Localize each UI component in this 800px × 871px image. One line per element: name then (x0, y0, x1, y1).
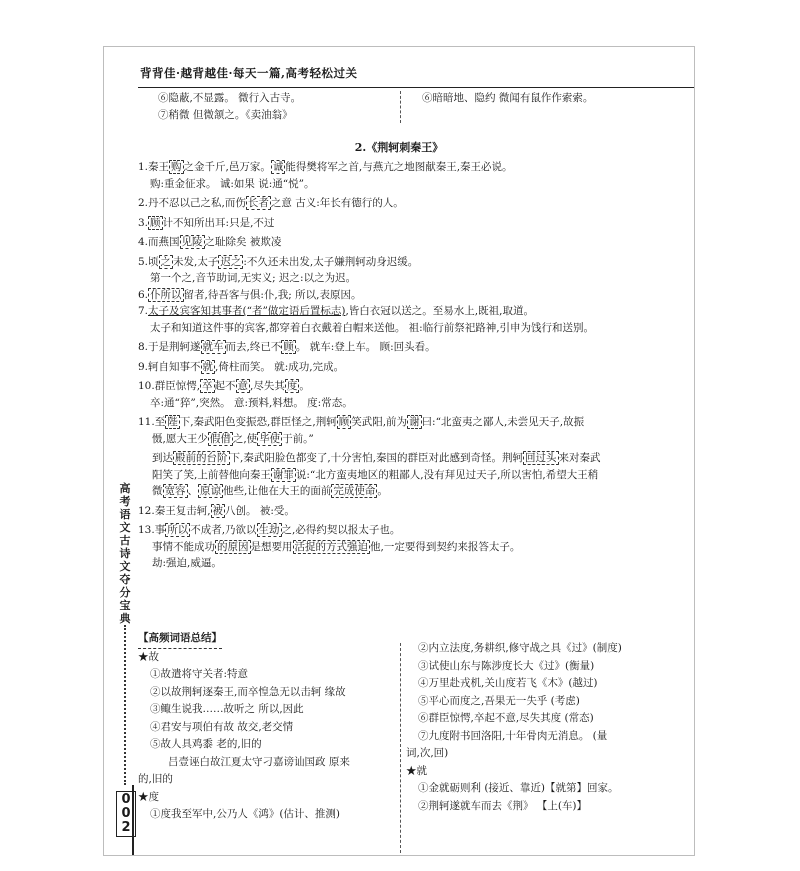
item-1-note: 购:重金征求。 诚:如果 说:通“悦”。 (150, 177, 315, 190)
item-2: 2.丹不忍以己之私,而伤 长者 之意 古义:年长有德行的人。 (138, 197, 404, 209)
summary-line: ②以故荆轲逐秦王,而卒惶急无以击轲 缘故 (150, 685, 346, 698)
page-number-rule (132, 785, 134, 855)
side-title-text: 高考语文古诗文夺分宝典 (119, 482, 131, 625)
item-7: 7.太子及宾客知其事者(“者”做定语后置标志),皆白衣冠以送之。至易水上,既祖,取道。 (138, 305, 534, 317)
item-3: 3. 顾 计不知所出耳:只是,不过 (138, 216, 275, 229)
section-title: 2.《荆轲刺秦王》 (354, 141, 444, 154)
item-11-cont: 慑,愿大王少 假借 之,使 毕使 于前。” (152, 432, 314, 445)
summary-line: ①度我至军中,公乃人《鸿》(估计、推测) (150, 808, 341, 820)
summary-right-column (406, 640, 676, 815)
page-number: 002 (116, 791, 136, 837)
item-5: 5.顷 之 未发,太子 迟之 :不久还未出发,太子嫌荆轲动身迟缓。 (138, 255, 419, 268)
item-13-translation: 事情不能成功 的原因 是想要用 活捉的方式强迫 他,一定要得到契约来报答太子。 (152, 540, 521, 553)
summary-line: ⑥群臣惊愕,卒起不意,尽失其度 (常态) (418, 712, 594, 724)
item-9: 9.轲自知事不 就 ,倚柱而笑。 就:成功,完成。 (138, 360, 345, 373)
summary-divider (400, 643, 401, 853)
main-content (138, 159, 672, 572)
summary-line: ③鲰生说我……故听之 所以,因此 (150, 703, 304, 715)
item-11-translation: 微 宽容 、 原谅 他些,让他在大王的面前 完成使命 。 (152, 485, 388, 497)
side-title (118, 482, 132, 625)
item-12: 12.秦王复击轲, 被 八创。 被:受。 (138, 504, 295, 517)
summary-line: ③试使山东与陈涉度长大《过》(衡量) (418, 659, 595, 672)
item-10: 10.群臣惊愕, 卒 起不 意 ,尽失其 度 。 (138, 380, 310, 392)
summary-title: 【高频词语总结】 (138, 630, 222, 649)
side-dotted-line (124, 625, 126, 785)
item-5-note: 第一个之,音节助词,无实义; 迟之:以之为迟。 (150, 272, 357, 284)
top-left-note: ⑦稍微 但微颔之。《卖油翁》 (158, 109, 293, 121)
summary-line: 吕壹诬白故江夏太守刁嘉谤讪国政 原来 (168, 755, 350, 768)
item-4: 4.而燕国 见陵 之耻除矣 被欺凌 (138, 236, 282, 248)
summary-line: 词,次,回) (406, 747, 449, 759)
summary-line: ⑦九度附书回洛阳,十年骨肉无消息。 (量 (418, 729, 608, 742)
summary-line: ②荆轲遂就车而去《荆》 【上(车)】 (418, 799, 588, 812)
column-divider (400, 91, 401, 123)
summary-left-column (138, 630, 398, 824)
item-13: 13.事 所以 不成者,乃欲以 生劫 之,必得约契以报太子也。 (138, 524, 401, 536)
item-8: 8.于是荆轲遂 就车 而去,终已不 顾 。 就车:登上车。 顾:回头看。 (138, 341, 436, 353)
item-6: 6. 仆所以 留者,待吾客与俱:仆,我; 所以,表原因。 (138, 288, 362, 301)
summary-line: ⑤平心而度之,吾果无一失乎 (考虑) (418, 694, 580, 707)
summary-line: ①金就砺则利 (接近、靠近)【就第】回家。 (418, 782, 619, 794)
item-1: 1.秦王 购 之金千斤,邑万家。 诚 能得樊将军之首,与燕亢之地图献秦王,秦王必说。 (138, 161, 513, 173)
summary-line: ★故 (138, 650, 159, 663)
top-left-notes (158, 90, 301, 124)
running-head: 背背佳·越背越佳·每天一篇,高考轻松过关 (140, 66, 358, 80)
item-11: 11.至 陛 下,秦武阳色变振恐,群臣怪之,荆轲 顾 笑武阳,前为 谢 曰:“北蛮夷之鄙人,未尝见天子,故振 (138, 416, 585, 428)
summary-line: ★就 (406, 764, 427, 777)
summary-line: 的,旧的 (138, 773, 173, 785)
item-10-note: 卒:通“猝”,突然。 意:预料,料想。 度:常态。 (150, 396, 353, 409)
item-13-note: 劫:强迫,威逼。 (152, 557, 222, 569)
summary-line: ①故遣将守关者:特意 (150, 668, 249, 680)
top-right-note: ⑥暗暗地、隐约 微闻有鼠作作索索。 (422, 92, 594, 104)
header-rule (138, 87, 694, 88)
item-11-translation: 到达 殿前的台阶 下,秦武阳脸色都变了,十分害怕,秦国的群臣对此感到奇怪。荆轲 回过头 来对秦武 (152, 452, 601, 464)
item-7-note: 太子和知道这件事的宾客,都穿着白衣戴着白帽来送他。 祖:临行前祭祀路神,引申为饯行和送别。 (150, 321, 595, 334)
summary-line: ④万里赴戎机,关山度若飞《木》(越过) (418, 677, 598, 689)
item-11-translation: 阳笑了笑,上前替他向秦王 谢罪 说:“北方蛮夷地区的粗鄙人,没有拜见过天子,所以害怕,希望大王稍 (152, 468, 599, 481)
summary-line: ②内立法度,务耕织,修守战之具《过》(制度) (418, 642, 622, 654)
top-left-note: ⑥隐蔽,不显露。 微行入古寺。 (158, 92, 302, 104)
summary-line: ⑤故人具鸡黍 老的,旧的 (150, 738, 262, 750)
summary-line: ★度 (138, 790, 159, 803)
summary-line: ④君安与项伯有故 故交,老交情 (150, 720, 294, 733)
page-sheet (103, 46, 695, 856)
top-right-notes (422, 90, 593, 107)
